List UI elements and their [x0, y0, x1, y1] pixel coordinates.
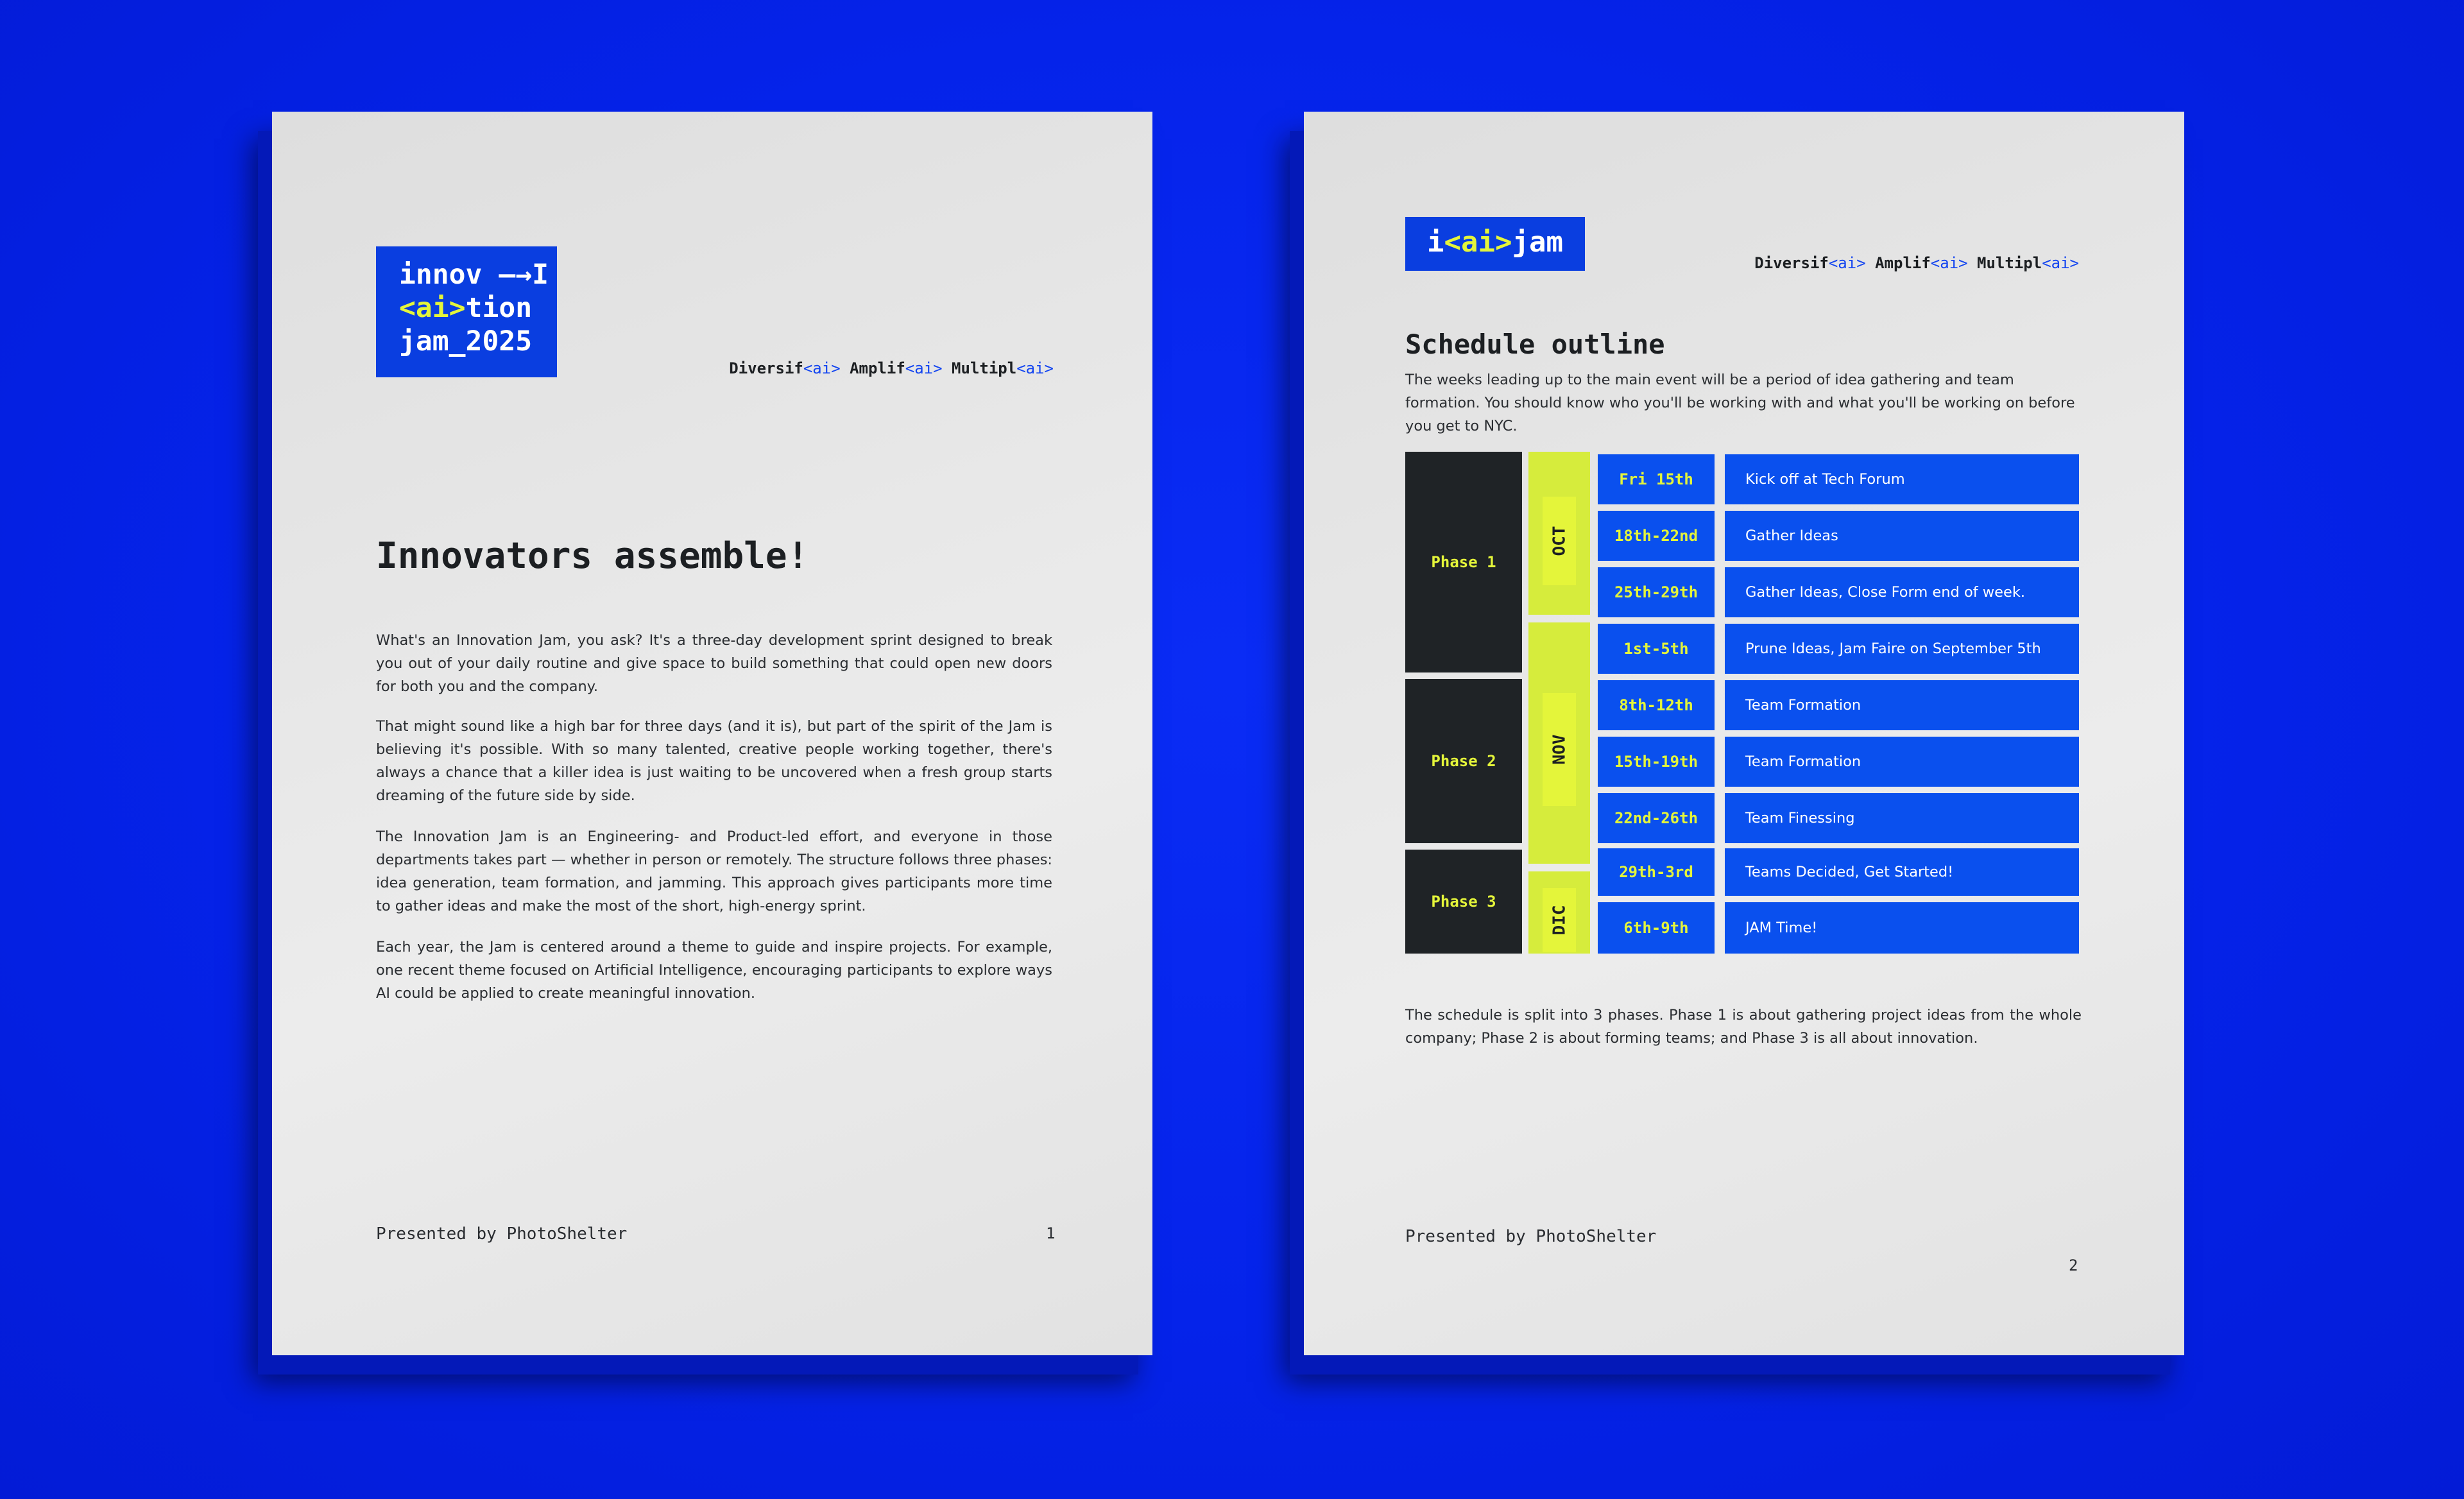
date-cell: 1st-5th: [1598, 624, 1715, 674]
month-dic-label: DIC: [1550, 905, 1569, 936]
phase-3-cell: Phase 3: [1405, 850, 1522, 954]
innovation-jam-logo: innov —→I <ai>tion jam_2025: [376, 246, 557, 377]
footer-credit: Presented by PhotoShelter: [1405, 1227, 1657, 1246]
event-cell: Team Formation: [1725, 737, 2079, 787]
phase-1-cell: Phase 1: [1405, 452, 1522, 672]
event-cell: JAM Time!: [1725, 902, 2079, 954]
month-dic-column: [1528, 871, 1590, 954]
date-cell: 18th-22nd: [1598, 511, 1715, 561]
footer-credit: Presented by PhotoShelter: [376, 1224, 628, 1244]
page-number: 2: [2069, 1256, 2078, 1274]
intro-paragraph: The weeks leading up to the main event will be a period of idea gathering and team formation. You should know who you'll be working with and what you'll be working on before you get to NYC.: [1405, 372, 2075, 434]
date-cell: 6th-9th: [1598, 902, 1715, 954]
summary-paragraph: The schedule is split into 3 phases. Phase 1 is about gathering project ideas from the whole company; Phase 2 is about forming teams; and Phase 3 is all about innovation.: [1405, 1007, 2082, 1047]
event-cell: Team Formation: [1725, 680, 2079, 730]
month-oct-label: OCT: [1550, 526, 1569, 556]
event-cell: Prune Ideas, Jam Faire on September 5th: [1725, 624, 2079, 674]
event-cell: Gather Ideas, Close Form end of week.: [1725, 567, 2079, 617]
paragraph-1: What's an Innovation Jam, you ask? It's a three-day development sprint designed to break you out of your daily routine and give space to build something that could open new doors for both you and the company.: [376, 632, 1052, 695]
paragraph-4: Each year, the Jam is centered around a theme to guide and inspire projects. For example, one recent theme focused on Artificial Intelligence, encouraging participants to explore ways AI could be applied to create meaningful innovation.: [376, 939, 1052, 1002]
page-title: Innovators assemble!: [376, 535, 809, 577]
event-cell: Teams Decided, Get Started!: [1725, 848, 2079, 896]
phase-2-cell: Phase 2: [1405, 679, 1522, 843]
event-cell: Gather Ideas: [1725, 511, 2079, 561]
ijam-logo: i<ai>jam: [1405, 217, 1585, 271]
tagline: Diversif<ai> Amplif<ai> Multipl<ai>: [1754, 254, 2079, 272]
paragraph-3: The Innovation Jam is an Engineering- and Product-led effort, and everyone in those departments takes part — whether in person or remotely. The structure follows three phases: idea generation, team formation, and jamming. This approach gives participants more time to gather ideas and make the most of the short, high-energy sprint.: [376, 828, 1052, 914]
date-cell: 22nd-26th: [1598, 793, 1715, 843]
tagline: Diversif<ai> Amplif<ai> Multipl<ai>: [729, 359, 1054, 377]
date-cell: 8th-12th: [1598, 680, 1715, 730]
event-cell: Kick off at Tech Forum: [1725, 454, 2079, 504]
date-cell: 25th-29th: [1598, 567, 1715, 617]
page-number: 1: [1046, 1224, 1056, 1242]
date-cell: Fri 15th: [1598, 454, 1715, 504]
month-nov-column: [1528, 622, 1590, 864]
paragraph-2: That might sound like a high bar for three days (and it is), but part of the spirit of the Jam is believing it's possible. With so many talented, creative people working together, there's always a chance that a killer idea is just waiting to be uncovered when a fresh group starts dreaming of the future side by side.: [376, 718, 1052, 804]
document-page-1: [272, 112, 1152, 1355]
section-title: Schedule outline: [1405, 329, 1665, 360]
event-cell: Team Finessing: [1725, 793, 2079, 843]
document-page-2: [1304, 112, 2184, 1355]
month-oct-column: [1528, 452, 1590, 615]
month-nov-label: NOV: [1550, 734, 1569, 765]
date-cell: 15th-19th: [1598, 737, 1715, 787]
date-cell: 29th-3rd: [1598, 848, 1715, 896]
